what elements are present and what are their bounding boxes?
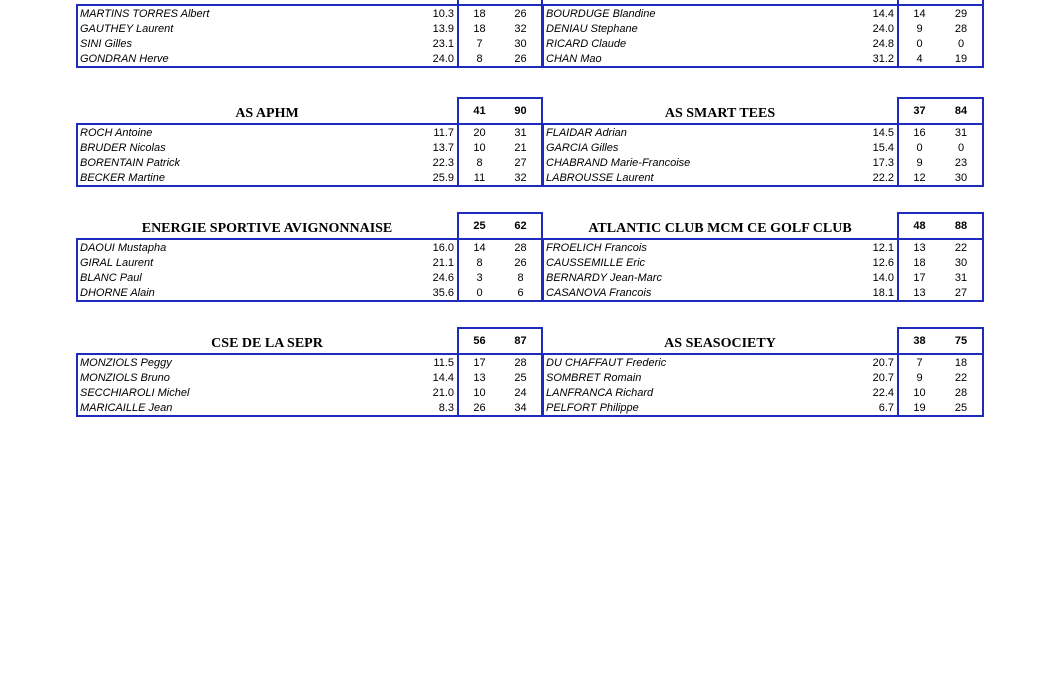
player-handicap: 24.0 [872,22,894,35]
player-row [543,354,983,370]
player-handicap: 24.8 [872,37,894,50]
player-handicap: 11.5 [379,354,458,370]
player-net-points: 11 [458,170,500,186]
player-net-points: 13 [898,239,940,255]
player-name: MARICAILLE Jean [77,400,379,416]
player-gross-points: 28 [940,385,983,400]
player-gross-points: 31 [500,124,542,140]
team-table [542,0,984,68]
player-handicap: 12.6 [872,256,895,269]
player-handicap: 11.7 [379,124,458,140]
team-total-net: 56 [458,328,500,354]
player-name: SOMBRET Romain [543,370,845,385]
team-name: AS APHM [235,106,299,121]
player-handicap: 6.7 [845,400,898,416]
player-handicap: 24.0 [379,51,458,67]
player-name: BERNARDY Jean-Marc [543,270,845,285]
team-header-row [77,213,542,239]
team-block [76,0,543,68]
player-row [77,21,542,36]
team-total-net: 37 [898,98,940,124]
player-handicap: 13.7 [432,141,455,154]
player-gross-points: 24 [500,385,542,400]
player-name: BORENTAIN Patrick [77,155,379,170]
player-row [77,354,542,370]
team-total-gross: 90 [500,98,542,124]
player-gross-points: 30 [940,170,983,186]
team-total-gross: 84 [940,98,983,124]
player-gross-points: 26 [500,255,542,270]
team-table [76,97,543,187]
player-row [77,239,542,255]
player-gross-points: 34 [500,400,542,416]
player-row [77,370,542,385]
player-gross-points: 0 [940,36,983,51]
player-net-points: 17 [898,270,940,285]
player-row [543,170,983,186]
player-handicap: 16.0 [379,239,458,255]
player-name: MONZIOLS Bruno [77,370,379,385]
player-name: BRUDER Nicolas [77,140,379,155]
player-handicap: 23.1 [432,37,454,50]
team-block [542,212,984,302]
player-net-points: 20 [458,124,500,140]
team-block [76,97,543,187]
player-net-points: 3 [458,270,500,285]
player-net-points: 8 [458,155,500,170]
team-total-net: 48 [898,213,940,239]
player-net-points: 9 [898,21,940,36]
player-gross-points: 22 [940,239,983,255]
player-net-points: 9 [898,370,940,385]
player-net-points: 18 [898,255,940,270]
player-gross-points: 31 [940,124,983,140]
player-gross-points: 29 [940,5,983,21]
player-gross-points: 30 [940,255,983,270]
player-gross-points: 26 [500,51,542,67]
player-name: CAUSSEMILLE Eric [543,255,845,270]
player-net-points: 7 [458,36,500,51]
player-row [77,124,542,140]
player-gross-points: 21 [500,140,542,155]
player-row [77,400,542,416]
player-row [543,285,983,301]
team-block [542,0,984,68]
player-row [77,51,542,67]
team-name: AS SMART TEES [664,106,776,121]
team-total-net: 41 [458,98,500,124]
player-net-points: 14 [898,5,940,21]
player-gross-points: 28 [940,21,983,36]
team-name: CSE DE LA SEPR [211,336,323,351]
player-net-points: 19 [898,400,940,416]
player-handicap: 20.7 [872,371,894,384]
team-block [76,212,543,302]
player-gross-points: 28 [500,354,542,370]
team-table [76,0,543,68]
player-row [543,124,983,140]
player-gross-points: 0 [940,140,983,155]
player-handicap: 15.4 [872,141,895,154]
player-row [77,140,542,155]
player-handicap: 14.5 [845,124,898,140]
player-gross-points: 25 [940,400,983,416]
player-row [543,36,983,51]
player-name: GAUTHEY Laurent [77,21,379,36]
player-gross-points: 30 [500,36,542,51]
player-row [543,400,983,416]
player-name: CHAN Mao [543,51,845,67]
player-name: CHABRAND Marie-Francoise [543,155,845,170]
player-row [543,270,983,285]
player-row [543,140,983,155]
team-table [76,212,543,302]
player-net-points: 10 [898,385,940,400]
player-name: SINI Gilles [77,36,379,51]
player-net-points: 10 [458,140,500,155]
player-row [543,51,983,67]
player-gross-points: 27 [940,285,983,301]
player-net-points: 4 [898,51,940,67]
player-name: PELFORT Philippe [543,400,845,416]
player-row [543,5,983,21]
player-gross-points: 6 [500,285,542,301]
player-handicap: 14.0 [872,271,895,284]
player-handicap: 21.0 [432,386,454,399]
team-header-row [77,98,542,124]
team-table [76,327,543,417]
player-gross-points: 26 [500,5,542,21]
player-handicap: 13.9 [432,22,454,35]
player-name: SECCHIAROLI Michel [77,385,379,400]
team-table [542,212,984,302]
player-net-points: 13 [458,370,500,385]
player-net-points: 9 [898,155,940,170]
player-handicap: 10.3 [379,5,458,21]
team-name: ENERGIE SPORTIVE AVIGNONNAISE [141,221,393,236]
player-net-points: 10 [458,385,500,400]
player-row [77,255,542,270]
team-header-row [543,213,983,239]
player-handicap: 25.9 [379,170,458,186]
player-handicap: 22.2 [845,170,898,186]
player-name: MARTINS TORRES Albert [77,5,379,21]
player-name: GIRAL Laurent [77,255,379,270]
player-row [77,36,542,51]
team-header-row [543,328,983,354]
player-handicap: 17.3 [872,156,895,169]
player-row [543,239,983,255]
player-gross-points: 27 [500,155,542,170]
player-net-points: 0 [458,285,500,301]
team-header-row [543,98,983,124]
player-gross-points: 32 [500,21,542,36]
player-handicap: 12.1 [845,239,898,255]
player-handicap: 18.1 [845,285,898,301]
player-name: RICARD Claude [543,36,845,51]
player-net-points: 0 [898,36,940,51]
team-total-gross: 88 [940,213,983,239]
player-name: DAOUI Mustapha [77,239,379,255]
player-gross-points: 23 [940,155,983,170]
player-name: DHORNE Alain [77,285,379,301]
team-table [542,327,984,417]
player-net-points: 18 [458,5,500,21]
player-handicap: 22.3 [432,156,455,169]
player-net-points: 17 [458,354,500,370]
player-name: GARCIA Gilles [543,140,845,155]
player-name: FLAIDAR Adrian [543,124,845,140]
player-net-points: 12 [898,170,940,186]
team-block [542,97,984,187]
player-row [77,170,542,186]
player-net-points: 8 [458,255,500,270]
player-net-points: 7 [898,354,940,370]
player-row [543,370,983,385]
player-gross-points: 18 [940,354,983,370]
team-table [542,97,984,187]
player-row [543,385,983,400]
player-gross-points: 8 [500,270,542,285]
player-net-points: 14 [458,239,500,255]
player-handicap: 21.1 [432,256,455,269]
team-block [76,327,543,417]
player-gross-points: 28 [500,239,542,255]
player-row [543,21,983,36]
team-name: ATLANTIC CLUB MCM CE GOLF CLUB [588,221,852,236]
player-name: FROELICH Francois [543,239,845,255]
player-row [77,270,542,285]
player-handicap: 20.7 [845,354,898,370]
player-handicap: 22.4 [872,386,894,399]
player-name: LANFRANCA Richard [543,385,845,400]
player-net-points: 18 [458,21,500,36]
team-total-gross: 75 [940,328,983,354]
player-name: BLANC Paul [77,270,379,285]
player-handicap: 24.6 [432,271,455,284]
player-row [77,385,542,400]
player-gross-points: 31 [940,270,983,285]
team-block [542,327,984,417]
player-handicap: 8.3 [379,400,458,416]
player-name: CASANOVA Francois [543,285,845,301]
player-name: GONDRAN Herve [77,51,379,67]
player-name: DU CHAFFAUT Frederic [543,354,845,370]
player-name: LABROUSSE Laurent [543,170,845,186]
player-net-points: 26 [458,400,500,416]
player-net-points: 0 [898,140,940,155]
team-total-gross: 87 [500,328,542,354]
player-gross-points: 22 [940,370,983,385]
player-handicap: 31.2 [845,51,898,67]
player-row [543,255,983,270]
player-handicap: 14.4 [432,371,454,384]
player-gross-points: 25 [500,370,542,385]
player-gross-points: 32 [500,170,542,186]
player-handicap: 35.6 [379,285,458,301]
player-net-points: 16 [898,124,940,140]
team-total-net: 38 [898,328,940,354]
team-name: AS SEASOCIETY [664,336,776,351]
player-handicap: 14.4 [845,5,898,21]
player-row [77,5,542,21]
player-name: MONZIOLS Peggy [77,354,379,370]
player-row [77,155,542,170]
player-net-points: 8 [458,51,500,67]
player-name: BOURDUGE Blandine [543,5,845,21]
player-net-points: 13 [898,285,940,301]
team-total-gross: 62 [500,213,542,239]
player-name: DENIAU Stephane [543,21,845,36]
player-gross-points: 19 [940,51,983,67]
team-total-net: 25 [458,213,500,239]
player-name: ROCH Antoine [77,124,379,140]
player-row [77,285,542,301]
team-header-row [77,328,542,354]
player-name: BECKER Martine [77,170,379,186]
player-row [543,155,983,170]
